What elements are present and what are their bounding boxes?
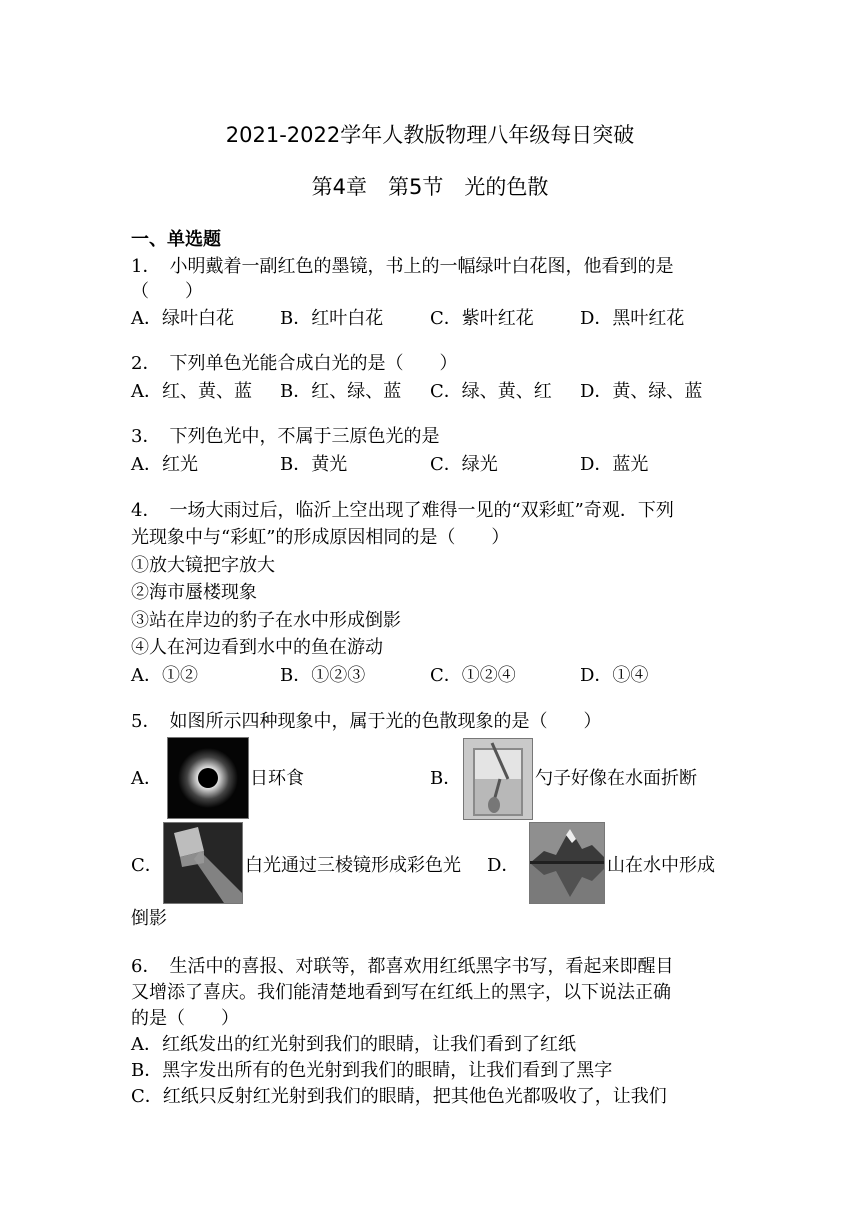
option-d-text: 山在水中形成 xyxy=(607,855,715,876)
question-stem: （ ） xyxy=(131,281,203,302)
option-a: A．红光 xyxy=(131,454,198,475)
option-b: B．黑字发出所有的色光射到我们的眼睛，让我们看到了黑字 xyxy=(131,1060,613,1081)
option-b: B．黄光 xyxy=(280,454,348,475)
option-a-label: A． xyxy=(131,768,162,789)
statement-3: ③站在岸边的豹子在水中形成倒影 xyxy=(131,610,401,631)
option-a: A．①② xyxy=(131,665,198,686)
spoon-in-water-image xyxy=(463,738,533,820)
option-a: A．红纸发出的红光射到我们的眼睛，让我们看到了红纸 xyxy=(131,1034,576,1055)
option-b: B．红、绿、蓝 xyxy=(280,381,402,402)
annular-eclipse-image xyxy=(167,737,249,819)
option-c: C．紫叶红花 xyxy=(430,308,534,329)
question-stem: 又增添了喜庆。我们能清楚地看到写在红纸上的黑字，以下说法正确 xyxy=(131,982,671,1003)
document-title: 2021-2022学年人教版物理八年级每日突破 xyxy=(225,123,635,147)
option-c: C．①②④ xyxy=(430,665,516,686)
option-a-text: 日环食 xyxy=(250,768,304,789)
mountain-reflection-image xyxy=(529,822,605,904)
option-d: D．黑叶红花 xyxy=(580,308,685,329)
question-stem: 2． 下列单色光能合成白光的是（ ） xyxy=(131,353,458,374)
option-b: B．红叶白花 xyxy=(280,308,384,329)
option-b-label: B． xyxy=(430,768,462,789)
option-d-text-continued: 倒影 xyxy=(131,908,167,929)
option-c: C．红纸只反射红光射到我们的眼睛，把其他色光都吸收了，让我们 xyxy=(131,1086,667,1107)
option-d: D．①④ xyxy=(580,665,649,686)
option-c-text: 白光通过三棱镜形成彩色光 xyxy=(245,855,461,876)
statement-2: ②海市蜃楼现象 xyxy=(131,582,257,603)
question-stem: 的是（ ） xyxy=(131,1008,239,1029)
question-stem: 光现象中与“彩虹”的形成原因相同的是（ ） xyxy=(131,527,510,548)
question-stem: 1． 小明戴着一副红色的墨镜，书上的一幅绿叶白花图，他看到的是 xyxy=(131,256,674,277)
option-a: A．绿叶白花 xyxy=(131,308,234,329)
option-d: D．黄、绿、蓝 xyxy=(580,381,703,402)
option-c: C．绿、黄、红 xyxy=(430,381,552,402)
document-subtitle: 第4章 第5节 光的色散 xyxy=(311,175,549,199)
option-b: B．①②③ xyxy=(280,665,366,686)
option-c: C．绿光 xyxy=(430,454,498,475)
question-stem: 3． 下列色光中，不属于三原色光的是 xyxy=(131,426,440,447)
statement-1: ①放大镜把字放大 xyxy=(131,555,275,576)
question-stem: 4． 一场大雨过后，临沂上空出现了难得一见的“双彩虹”奇观．下列 xyxy=(131,500,674,521)
option-d: D．蓝光 xyxy=(580,454,649,475)
question-stem: 6． 生活中的喜报、对联等，都喜欢用红纸黑字书写，看起来即醒目 xyxy=(131,956,674,977)
option-d-label: D． xyxy=(487,855,520,876)
section-heading: 一、单选题 xyxy=(131,229,221,250)
option-c-label: C． xyxy=(131,855,163,876)
question-stem: 5． 如图所示四种现象中，属于光的色散现象的是（ ） xyxy=(131,711,602,732)
option-a: A．红、黄、蓝 xyxy=(131,381,252,402)
prism-dispersion-image xyxy=(163,822,243,904)
option-b-text: 勺子好像在水面折断 xyxy=(535,768,697,789)
statement-4: ④人在河边看到水中的鱼在游动 xyxy=(131,637,383,658)
